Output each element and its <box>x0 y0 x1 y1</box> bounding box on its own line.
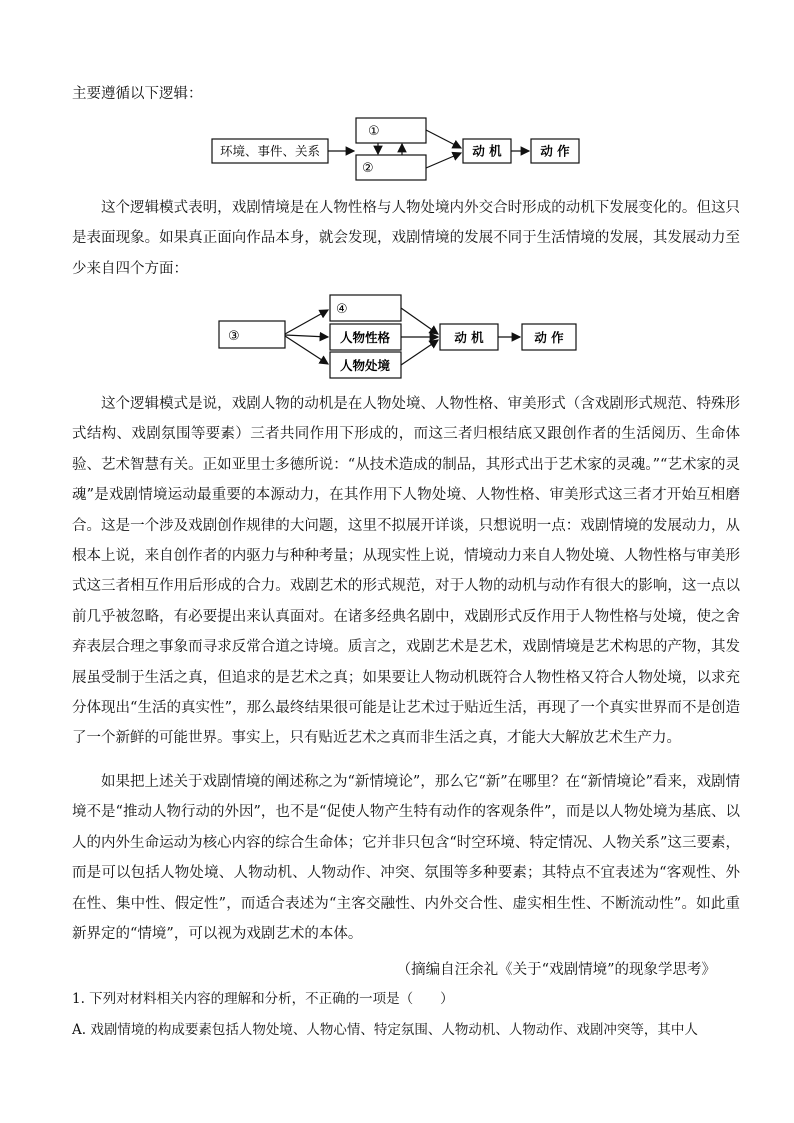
logic-diagram-1 <box>0 112 794 192</box>
diagram2-label-4: ④ <box>336 302 348 317</box>
paragraph-2: 这个逻辑模式是说，戏剧人物的动机是在人物处境、人物性格、审美形式（含戏剧形式规范、特殊形式结构、戏剧氛围等要素）三者共同作用下形成的，而这三者归根结底又跟创作者的生活阅历、生命体验、艺术智慧有关。正如亚里士多德所说：“从技术造成的制品，其形式出于艺术家的灵魂。”“艺术家的灵魂”是戏剧情境运动最重要的本源动力，在其作用下人物处境、人物性格、审美形式这三者才开始互相磨合。这是一个涉及戏剧创作规律的大问题，这里不拟展开详谈，只想说明一点：戏剧情境的发展动力，从根本上说，来自创作者的内驱力与种种考量；从现实性上说，情境动力来自人物处境、人物性格与审美形式这三者相互作用后形成的合力。戏剧艺术的形式规范，对于人物的动机与动作有很大的影响，这一点以前几乎被忽略，有必要提出来认真面对。在诸多经典名剧中，戏剧形式反作用于人物性格与处境，使之舍弃表层合理之事象而寻求反常合道之诗境。质言之，戏剧艺术是艺术，戏剧情境是艺术构思的产物，其发展虽受制于生活之真，但追求的是艺术之真；如果要让人物动机既符合人物性格又符合人物处境，以求充分体现出“生活的真实性”，那么最终结果很可能是让艺术过于贴近生活，再现了一个真实世界而不是创造了一个新鲜的可能世界。事实上，只有贴近艺术之真而非生活之真，才能大大解放艺术生产力。 <box>72 396 741 747</box>
diagram2-label-3: ③ <box>228 329 240 344</box>
intro-text: 主要遵循以下逻辑： <box>72 86 203 102</box>
question-1-option-a: A. 戏剧情境的构成要素包括人物处境、人物心情、特定氛围、人物动机、人物动作、戏剧冲突等，其中人 <box>72 1022 698 1038</box>
diagram2-action-label: 动 作 <box>534 330 564 345</box>
diagram1-env-label: 环境、事件、关系 <box>219 143 321 159</box>
logic-diagram-2 <box>0 290 794 380</box>
diagram2-character-label: 人物性格 <box>339 330 391 345</box>
diagram2-arrow-3-to-4 <box>285 310 328 334</box>
source-citation: （摘编自汪余礼《关于“戏剧情境”的现象学思考》 <box>396 962 716 978</box>
diagram2-arrow-3-to-situation <box>285 336 328 364</box>
diagram1-label-1: ① <box>368 124 380 139</box>
diagram2-arrow-situation-to-motive <box>401 340 438 365</box>
diagram1-arrow-1-to-motive <box>426 130 461 148</box>
diagram1-motive-label: 动 机 <box>472 143 502 159</box>
diagram2-arrow-3-to-character <box>285 335 328 337</box>
diagram2-situation-label: 人物处境 <box>339 358 391 373</box>
paragraph-1: 这个逻辑模式表明，戏剧情境是在人物性格与人物处境内外交合时形成的动机下发展变化的。但这只是表面现象。如果真正面向作品本身，就会发现，戏剧情境的发展不同于生活情境的发展，其发展动力至少来自四个方面： <box>72 200 740 277</box>
diagram2-arrow-4-to-motive <box>401 308 438 334</box>
diagram1-action-label: 动 作 <box>540 143 570 159</box>
diagram1-box-1 <box>356 118 426 143</box>
diagram1-arrow-2-to-motive <box>426 153 461 168</box>
question-1: 1. 下列对材料相关内容的理解和分析，不正确的一项是（ ） <box>72 991 454 1007</box>
paragraph-3: 如果把上述关于戏剧情境的阐述称之为“新情境论”，那么它“新”在哪里？在“新情境论”看来，戏剧情境不是“推动人物行动的外因”，也不是“促使人物产生特有动作的客观条件”，而是以人物处境为基底、以人的内外生命运动为核心内容的综合生命体；它并非只包含“时空环境、特定情况、人物关系”这三要素，而是可以包括人物处境、人物动机、人物动作、冲突、氛围等多种要素；其特点不宜表述为“客观性、外在性、集中性、假定性”，而适合表述为“主客交融性、内外交合性、虚实相生性、不断流动性”。如此重新界定的“情境”，可以视为戏剧艺术的本体。 <box>72 774 740 943</box>
diagram1-label-2: ② <box>362 161 374 176</box>
diagram2-motive-label: 动 机 <box>454 330 484 345</box>
